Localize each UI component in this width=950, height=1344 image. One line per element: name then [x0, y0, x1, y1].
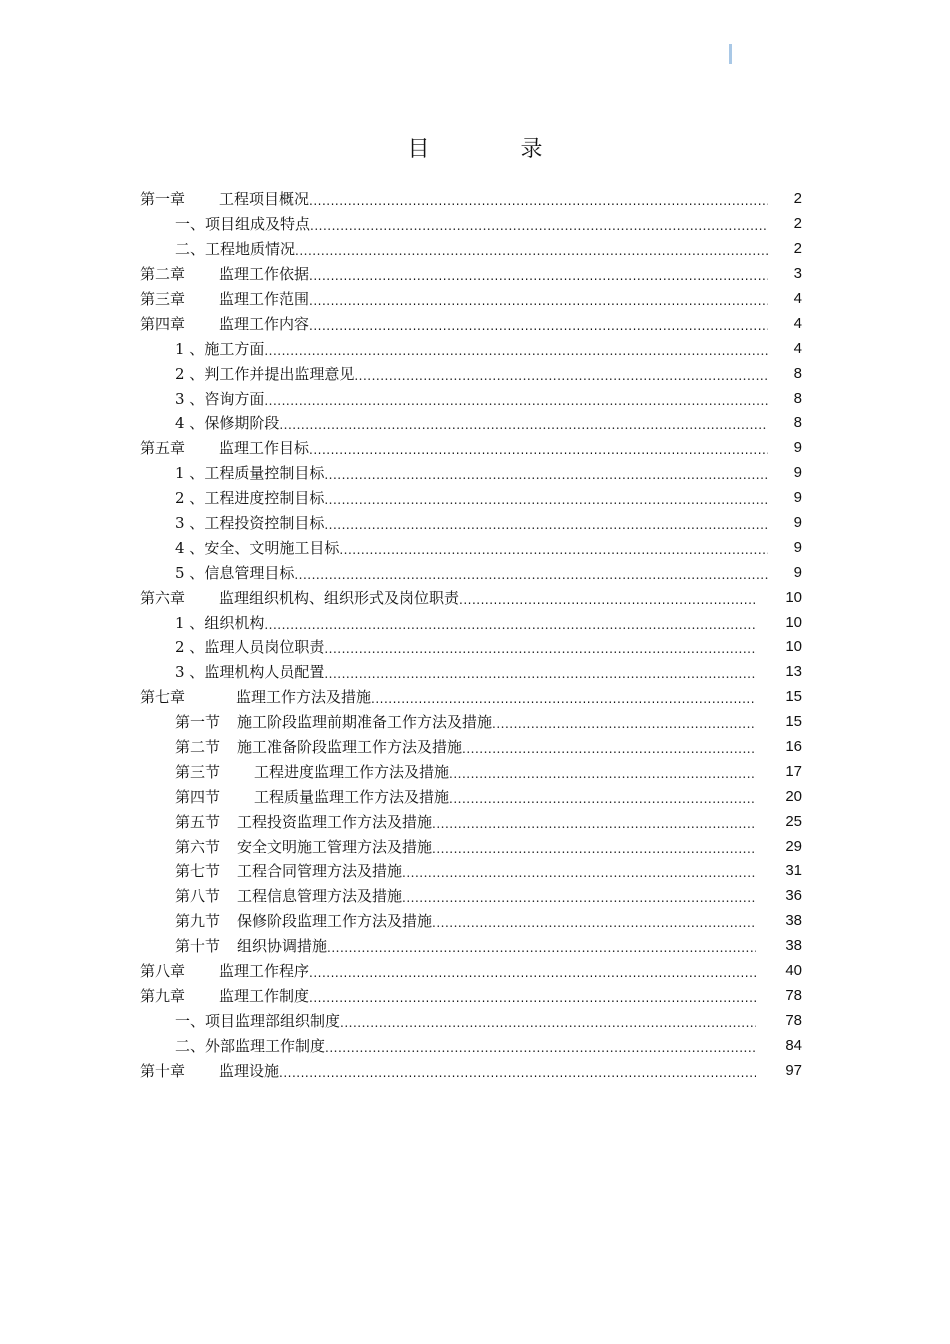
toc-entry-label: [175, 662, 324, 682]
toc-entry[interactable]: [140, 411, 810, 436]
toc-page-number: 9: [793, 514, 802, 532]
toc-leader-dots: [462, 739, 756, 759]
toc-entry[interactable]: [140, 585, 810, 610]
toc-entry-number: 第六章: [140, 588, 186, 607]
toc-entry[interactable]: [140, 386, 810, 411]
toc-leader-dots: [309, 440, 768, 460]
toc-entry-number: 第八章: [140, 962, 186, 981]
toc-entry-number: 2 、: [175, 489, 205, 508]
toc-entry[interactable]: [140, 311, 810, 336]
toc-entry-label: [175, 712, 492, 732]
toc-entry[interactable]: [140, 809, 810, 834]
toc-entry-label: [175, 911, 432, 931]
toc-leader-dots: [449, 789, 756, 809]
toc-title: 目 录: [407, 137, 585, 162]
toc-leader-dots: [309, 963, 756, 983]
toc-entry-title: 监理机构人员配置: [204, 663, 325, 682]
toc-entry[interactable]: [140, 461, 810, 486]
toc-page-number: 25: [785, 812, 802, 830]
toc-entry-title: 监理工作范围: [219, 290, 310, 308]
toc-entry-number: 3 、: [175, 389, 205, 408]
toc-leader-dots: [354, 366, 768, 386]
toc-leader-dots: [264, 615, 756, 635]
toc-leader-dots: [432, 814, 756, 834]
toc-entry[interactable]: [140, 361, 810, 386]
toc-entry[interactable]: [140, 635, 810, 660]
toc-entry-title: 监理设施: [219, 1061, 280, 1080]
toc-entry-number: 1 、: [175, 464, 205, 483]
toc-entry-title: 监理人员岗位职责: [204, 638, 325, 657]
toc-page-number: 8: [793, 364, 802, 382]
toc-entry-title: 监理工作制度: [219, 986, 310, 1005]
toc-leader-dots: [309, 316, 768, 336]
toc-entry[interactable]: [140, 735, 810, 760]
toc-entry-label: [175, 364, 354, 384]
toc-entry[interactable]: [140, 1033, 810, 1058]
toc-entry-label: [175, 389, 264, 409]
toc-entry-number: 一、: [175, 215, 206, 234]
toc-leader-dots: [309, 291, 768, 311]
toc-entry-label: [140, 289, 309, 309]
toc-entry[interactable]: [140, 535, 810, 560]
toc-entry[interactable]: [140, 710, 810, 735]
toc-leader-dots: [324, 490, 768, 510]
toc-entry-label: [175, 936, 327, 956]
toc-page-number: 9: [793, 563, 802, 581]
toc-page-number: 3: [793, 265, 802, 283]
toc-entry[interactable]: [140, 959, 810, 984]
toc-entry[interactable]: [140, 511, 810, 536]
toc-leader-dots: [264, 391, 768, 411]
toc-entry-title: 工程质量监理工作方法及措施: [254, 787, 450, 806]
toc-page-number: 31: [785, 862, 802, 880]
toc-leader-dots: [310, 216, 768, 236]
toc-entry[interactable]: [140, 262, 810, 287]
toc-entry-title: 工程合同管理方法及措施: [237, 862, 403, 881]
toc-leader-dots: [324, 465, 768, 485]
toc-leader-dots: [371, 689, 756, 709]
toc-entry-number: 第十节: [175, 937, 221, 956]
toc-entry-title: 项目监理部组织制度: [205, 1011, 341, 1030]
toc-page-number: 40: [785, 962, 802, 980]
toc-leader-dots: [294, 565, 768, 585]
toc-entry-number: 二、: [175, 240, 206, 259]
toc-entry-title: 工程项目概况: [219, 190, 310, 209]
toc-entry-title: 工程地质情况: [205, 240, 296, 259]
toc-entry[interactable]: [140, 909, 810, 934]
toc-page-number: 2: [793, 190, 802, 208]
toc-entry-title: 咨询方面: [204, 389, 265, 408]
toc-entry-label: [140, 687, 371, 707]
toc-page-number: 36: [785, 887, 802, 905]
toc-entry-title: 工程投资控制目标: [204, 514, 325, 533]
toc-leader-dots: [459, 590, 756, 610]
toc-entry[interactable]: [140, 859, 810, 884]
toc-page-number: 9: [793, 489, 802, 507]
toc-entry-number: 第一节: [175, 713, 221, 732]
toc-page-number: 15: [785, 713, 802, 731]
toc-entry-label: [140, 189, 309, 209]
toc-page-number: 10: [785, 613, 802, 631]
toc-page-number: 2: [793, 240, 802, 258]
toc-leader-dots: [402, 863, 756, 883]
toc-entry-title: 工程投资监理工作方法及措施: [237, 812, 433, 831]
toc-entry[interactable]: [140, 336, 810, 361]
toc-entry-title: 监理工作依据: [219, 265, 310, 284]
toc-leader-dots: [340, 1013, 756, 1033]
toc-entry-number: 第二章: [140, 265, 186, 284]
toc-entry[interactable]: [140, 187, 810, 212]
toc-page-number: 4: [793, 339, 802, 357]
toc-entry[interactable]: [140, 560, 810, 585]
toc-page-number: 97: [785, 1061, 802, 1079]
toc-leader-dots: [309, 266, 768, 286]
toc-entry-number: 第三节: [175, 762, 221, 781]
toc-entry-number: 4 、: [175, 538, 205, 557]
toc-entry-title: 安全文明施工管理方法及措施: [237, 837, 433, 856]
toc-entry-title: 项目组成及特点: [205, 215, 311, 234]
toc-leader-dots: [324, 639, 756, 659]
toc-page-number: 4: [793, 314, 802, 332]
toc-entry-label: [175, 861, 402, 881]
toc-entry[interactable]: [140, 1008, 810, 1033]
toc-page-number: 8: [793, 414, 802, 432]
toc-entry[interactable]: [140, 436, 810, 461]
toc-entry[interactable]: [140, 486, 810, 511]
toc-page-number: 17: [785, 762, 802, 780]
toc-page-number: 2: [793, 215, 802, 233]
toc-entry-label: [175, 488, 324, 508]
toc-entry-title: 组织协调措施: [237, 937, 328, 956]
toc-page-number: 16: [785, 738, 802, 756]
toc-leader-dots: [432, 839, 756, 859]
toc-entry-title: 组织机构: [204, 613, 265, 632]
toc-entry[interactable]: [140, 834, 810, 859]
toc-entry[interactable]: [140, 1058, 810, 1083]
toc-entry-number: 第三章: [140, 290, 186, 308]
toc-entry-label: [175, 463, 324, 483]
toc-entry-number: 第八节: [175, 887, 221, 906]
toc-entry-label: [140, 588, 459, 608]
toc-page-number: 38: [785, 937, 802, 955]
toc-page-number: 13: [785, 663, 802, 681]
toc-page-number: 78: [785, 986, 802, 1004]
toc-entry-title: 安全、文明施工目标: [204, 538, 340, 557]
toc-entry-label: [140, 961, 309, 981]
toc-entry-number: 3 、: [175, 514, 205, 533]
toc-entry-number: 5 、: [175, 563, 205, 582]
toc-entry-label: [140, 986, 309, 1006]
toc-leader-dots: [279, 415, 768, 435]
toc-entry-number: 第二节: [175, 738, 221, 757]
toc-entry[interactable]: [140, 884, 810, 909]
toc-entry-number: 第六节: [175, 837, 221, 856]
toc-entry-label: [175, 413, 279, 433]
toc-entry-label: [175, 1036, 325, 1056]
toc-entry-number: 1 、: [175, 613, 205, 632]
toc-entry-title: 工程进度控制目标: [204, 489, 325, 508]
toc-entry[interactable]: [140, 212, 810, 237]
toc-entry-title: 工程信息管理方法及措施: [237, 887, 403, 906]
toc-leader-dots: [325, 1038, 756, 1058]
toc-entry[interactable]: [140, 287, 810, 312]
toc-leader-dots: [492, 714, 756, 734]
toc-entry-label: [175, 513, 324, 533]
toc-page-number: 4: [793, 290, 802, 307]
toc-entry-label: [175, 538, 339, 558]
toc-leader-dots: [295, 241, 768, 261]
toc-entry-number: 第五章: [140, 439, 186, 458]
toc-entry-number: 3 、: [175, 663, 205, 682]
toc-entry-label: [175, 613, 264, 633]
toc-entry-number: 第九章: [140, 986, 186, 1005]
toc-entry-title: 监理工作方法及措施: [236, 688, 372, 707]
toc-leader-dots: [309, 988, 756, 1008]
toc-page-number: 84: [785, 1036, 802, 1054]
toc-entry-title: 监理工作目标: [219, 439, 310, 458]
toc-entry[interactable]: [140, 237, 810, 262]
toc-entry[interactable]: [140, 610, 810, 635]
toc-entry-number: 第七节: [175, 862, 221, 881]
toc-entry[interactable]: [140, 685, 810, 710]
toc-entry-label: [175, 239, 295, 259]
toc-page-number: 20: [785, 787, 802, 805]
toc-page-number: 8: [793, 389, 802, 407]
table-of-contents: [140, 187, 810, 1083]
toc-leader-dots: [339, 540, 768, 560]
toc-entry-label: [175, 812, 432, 832]
toc-leader-dots: [279, 1063, 756, 1083]
toc-page-number: 9: [793, 439, 802, 457]
toc-entry-number: 第九节: [175, 912, 221, 931]
toc-entry-title: 监理组织机构、组织形式及岗位职责: [219, 588, 460, 607]
toc-page-number: 9: [793, 538, 802, 556]
toc-page-number: 78: [785, 1011, 802, 1029]
toc-entry-number: 第五节: [175, 812, 221, 831]
toc-entry[interactable]: [140, 784, 810, 809]
toc-entry-label: [175, 886, 402, 906]
toc-entry-number: 4 、: [175, 414, 205, 433]
toc-page-number: 10: [785, 588, 802, 606]
toc-leader-dots: [309, 191, 768, 211]
toc-entry-label: [140, 1061, 279, 1081]
toc-entry-title: 监理工作程序: [219, 962, 310, 981]
toc-page-number: 15: [785, 688, 802, 706]
toc-entry[interactable]: [140, 934, 810, 959]
toc-page-number: 38: [785, 912, 802, 930]
toc-entry-number: 2 、: [175, 364, 205, 383]
toc-entry-label: [140, 438, 309, 458]
toc-entry-label: [175, 762, 449, 782]
toc-entry-number: 第十章: [140, 1061, 186, 1080]
toc-entry[interactable]: [140, 660, 810, 685]
toc-entry-number: 1 、: [175, 339, 205, 358]
toc-entry-label: [175, 737, 462, 757]
toc-entry-title: 保修期阶段: [204, 414, 280, 433]
toc-page-number: 29: [785, 837, 802, 855]
text-cursor-mark: [729, 44, 732, 64]
toc-entry-label: [140, 264, 309, 284]
toc-entry-label: [175, 563, 294, 583]
toc-entry-title: 施工阶段监理前期准备工作方法及措施: [237, 713, 493, 732]
toc-entry-number: 二、: [175, 1036, 206, 1055]
toc-entry-label: [175, 339, 264, 359]
toc-entry-label: [175, 837, 432, 857]
toc-leader-dots: [449, 764, 756, 784]
toc-entry-title: 监理工作内容: [219, 314, 310, 333]
toc-entry-label: [175, 637, 324, 657]
toc-entry-label: [175, 787, 449, 807]
toc-leader-dots: [402, 888, 756, 908]
toc-entry-label: [140, 314, 309, 334]
toc-entry-number: 第七章: [140, 688, 186, 707]
toc-leader-dots: [264, 341, 768, 361]
toc-entry-number: 第四章: [140, 314, 186, 333]
toc-leader-dots: [432, 913, 756, 933]
toc-entry-title: 外部监理工作制度: [205, 1036, 326, 1055]
toc-page-number: 10: [785, 638, 802, 656]
toc-leader-dots: [324, 515, 768, 535]
toc-page-number: 9: [793, 464, 802, 482]
toc-entry-number: 第四节: [175, 787, 221, 806]
toc-entry-number: 一、: [175, 1011, 206, 1030]
toc-entry-title: 判工作并提出监理意见: [204, 364, 355, 383]
toc-leader-dots: [327, 938, 756, 958]
toc-entry-title: 保修阶段监理工作方法及措施: [237, 912, 433, 931]
toc-entry-title: 工程质量控制目标: [204, 464, 325, 483]
toc-entry-label: [175, 214, 310, 234]
toc-entry[interactable]: [140, 759, 810, 784]
toc-entry-label: [175, 1011, 340, 1031]
toc-leader-dots: [324, 664, 756, 684]
toc-entry-title: 信息管理目标: [204, 563, 295, 582]
toc-entry[interactable]: [140, 984, 810, 1009]
toc-entry-number: 2 、: [175, 638, 205, 657]
toc-entry-title: 工程进度监理工作方法及措施: [254, 762, 450, 781]
toc-entry-title: 施工准备阶段监理工作方法及措施: [237, 738, 463, 757]
toc-entry-title: 施工方面: [204, 339, 265, 358]
toc-entry-number: 第一章: [140, 190, 186, 209]
